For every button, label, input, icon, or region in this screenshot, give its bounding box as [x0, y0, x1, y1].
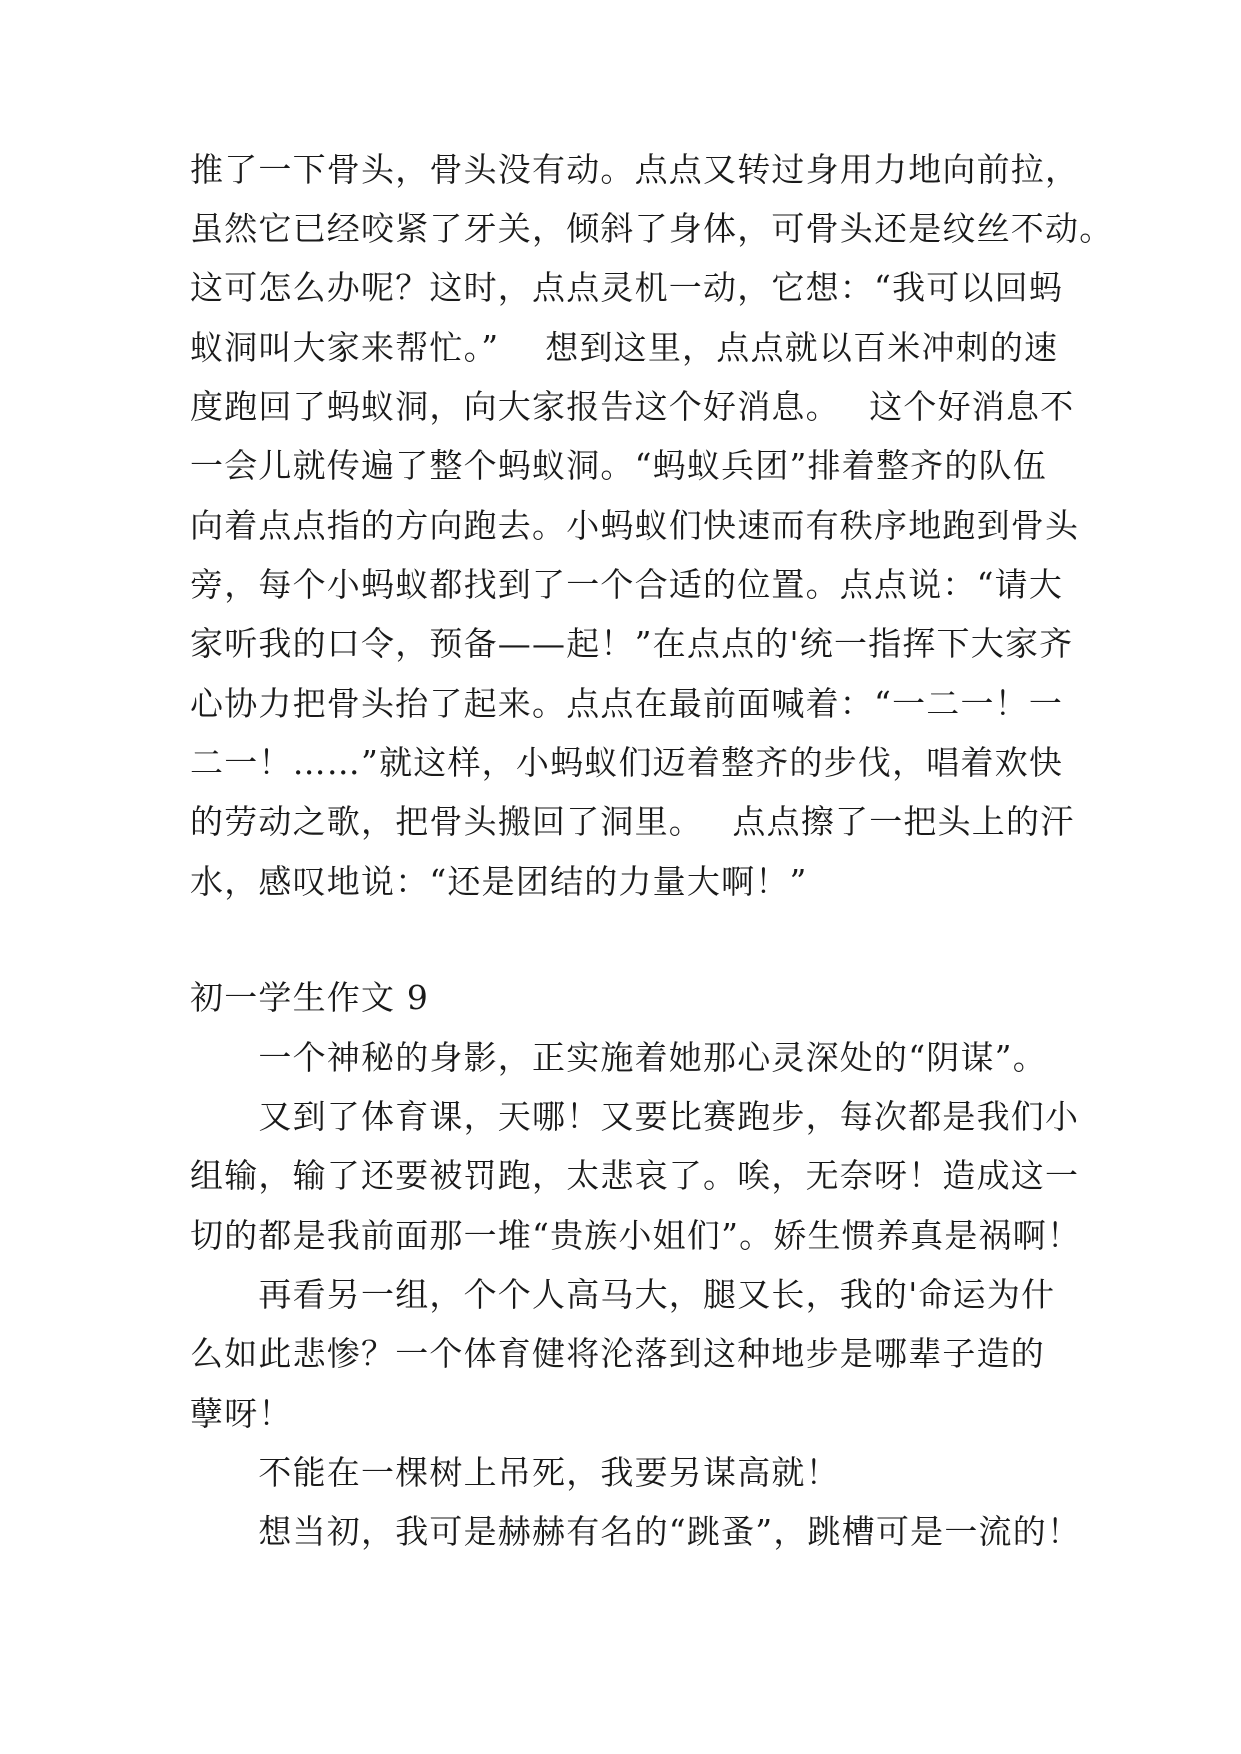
story-line: 的劳动之歌，把骨头搬回了洞里。 点点擦了一把头上的汗 — [190, 802, 1075, 841]
essay-line: 孽呀！ — [190, 1394, 293, 1433]
essay-line: 再看另一组，个个人高马大，腿又长，我的'命运为什 — [190, 1275, 1056, 1314]
essay-line: 一个神秘的身影，正实施着她那心灵深处的“阴谋”。 — [190, 1038, 1047, 1077]
story-line: 家听我的口令，预备——起！”在点点的'统一指挥下大家齐 — [190, 624, 1074, 663]
essay-line: 想当初，我可是赫赫有名的“跳蚤”，跳槽可是一流的！ — [190, 1512, 1082, 1551]
story-line: 度跑回了蚂蚁洞，向大家报告这个好消息。 这个好消息不 — [190, 387, 1075, 426]
story-line: 这可怎么办呢？这时，点点灵机一动，它想：“我可以回蚂 — [190, 268, 1064, 307]
story-line: 水，感叹地说：“还是团结的力量大啊！” — [190, 862, 808, 901]
story-line: 推了一下骨头，骨头没有动。点点又转过身用力地向前拉， — [190, 150, 1080, 189]
story-line: 心协力把骨头抬了起来。点点在最前面喊着：“一二一！一 — [190, 684, 1064, 723]
essay-line: 切的都是我前面那一堆“贵族小姐们”。娇生惯养真是祸啊！ — [190, 1216, 1082, 1255]
story-line: 旁，每个小蚂蚁都找到了一个合适的位置。点点说：“请大 — [190, 565, 1064, 604]
story-line: 一会儿就传遍了整个蚂蚁洞。“蚂蚁兵团”排着整齐的队伍 — [190, 446, 1047, 485]
essay-title: 初一学生作文 9 — [190, 978, 430, 1017]
story-line: 虽然它已经咬紧了牙关，倾斜了身体，可骨头还是纹丝不动。 — [190, 209, 1114, 248]
essay-line: 不能在一棵树上吊死，我要另谋高就！ — [190, 1453, 840, 1492]
story-line: 二一！……”就这样，小蚂蚁们迈着整齐的步伐，唱着欢快 — [190, 743, 1064, 782]
story-line: 向着点点指的方向跑去。小蚂蚁们快速而有秩序地跑到骨头 — [190, 506, 1080, 545]
essay-line: 组输，输了还要被罚跑，太悲哀了。唉，无奈呀！造成这一 — [190, 1156, 1080, 1195]
essay-line: 么如此悲惨？一个体育健将沦落到这种地步是哪辈子造的 — [190, 1334, 1045, 1373]
story-line: 蚁洞叫大家来帮忙。” 想到这里，点点就以百米冲刺的速 — [190, 328, 1059, 367]
essay-line: 又到了体育课，天哪！又要比赛跑步，每次都是我们小 — [190, 1097, 1080, 1136]
